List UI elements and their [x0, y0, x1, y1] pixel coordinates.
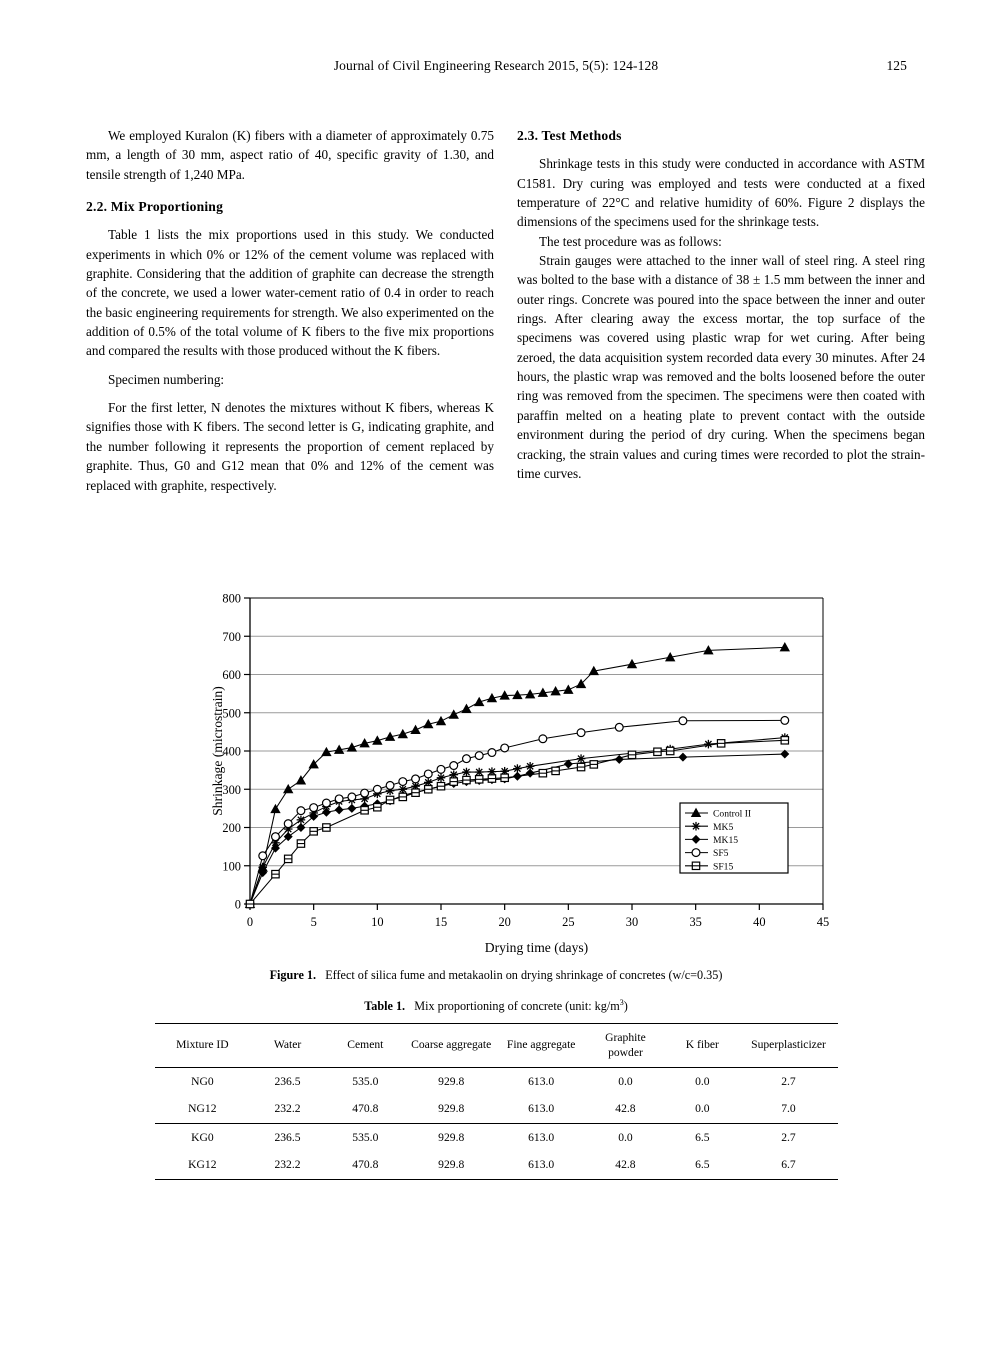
data-point-marker	[373, 785, 381, 793]
cell-mixture-id: NG0	[191, 1074, 214, 1088]
column-header-mixture-id: Mixture ID	[176, 1038, 229, 1052]
table-header	[155, 1024, 838, 1068]
legend-label: MK15	[713, 835, 739, 846]
data-point-marker	[450, 762, 458, 770]
table-caption-superscript: 3	[619, 998, 624, 1007]
y-axis-tick-label: 400	[222, 744, 241, 759]
data-point-marker	[463, 755, 471, 763]
x-axis-tick-label: 25	[562, 915, 575, 929]
data-point-marker	[272, 833, 280, 841]
legend-label: Control II	[713, 808, 752, 820]
x-axis-tick-label: 35	[689, 915, 702, 929]
table-caption-label: Table 1.	[364, 999, 406, 1014]
data-point-marker	[564, 685, 573, 693]
data-point-marker	[692, 822, 701, 831]
figure-1	[0, 585, 992, 985]
data-point-marker	[781, 717, 789, 725]
y-axis-tick-label: 500	[222, 706, 241, 721]
cell-cement: 470.8	[352, 1102, 379, 1115]
chart-legend	[680, 803, 788, 873]
cell-superplasticizer: 7.0	[781, 1102, 796, 1115]
paragraph-test-procedure-intro: The test procedure was as follows:	[539, 233, 722, 249]
data-point-marker	[526, 769, 534, 777]
data-point-marker	[501, 744, 509, 752]
cell-k-fiber: 6.5	[695, 1130, 710, 1144]
cell-graphite-powder: 0.0	[618, 1074, 633, 1088]
right-column	[517, 126, 925, 483]
heading-test-methods: 2.3. Test Methods	[517, 128, 622, 143]
x-axis-tick-label: 20	[498, 915, 511, 929]
data-point-marker	[780, 643, 789, 651]
paragraph-kuralon-fibers: We employed Kuralon (K) fibers with a diameter of approximately 0.75 mm, a length of 30 mm, aspect ratio of 40, specific gravity of 1.30, and tensile strength of 1,240 MPa.	[86, 128, 494, 182]
data-point-marker	[462, 704, 471, 712]
column-header-coarse-aggregate: Coarse aggregate	[411, 1038, 492, 1052]
x-axis-title: Drying time (days)	[484, 940, 589, 955]
shrinkage-line-chart	[0, 585, 992, 985]
cell-coarse-aggregate: 929.8	[438, 1074, 465, 1088]
figure-caption-label: Figure 1.	[269, 968, 317, 982]
cell-k-fiber: 0.0	[695, 1102, 710, 1115]
left-column	[86, 126, 494, 495]
y-axis-tick-label: 100	[222, 859, 241, 874]
cell-mixture-id: KG12	[188, 1158, 217, 1171]
data-point-marker	[679, 717, 687, 725]
data-point-marker	[436, 717, 445, 725]
data-point-marker	[297, 807, 305, 815]
cell-cement: 470.8	[352, 1158, 379, 1171]
column-header-k-fiber: K fiber	[685, 1038, 719, 1052]
cell-k-fiber: 0.0	[695, 1074, 710, 1088]
data-point-marker	[615, 723, 623, 731]
cell-graphite-powder: 0.0	[618, 1130, 633, 1144]
y-axis-tick-label: 0	[234, 897, 241, 912]
column-header-water: Water	[273, 1038, 302, 1052]
x-axis-tick-label: 30	[625, 915, 639, 929]
x-axis-tick-label: 40	[753, 915, 766, 929]
cell-coarse-aggregate: 929.8	[438, 1130, 465, 1144]
heading-mix-proportioning: 2.2. Mix Proportioning	[86, 199, 224, 215]
x-axis-tick-label: 45	[816, 915, 830, 929]
data-point-marker	[424, 770, 432, 778]
y-axis-tick-label: 800	[222, 591, 241, 606]
legend-label: MK5	[713, 821, 734, 833]
page-number: 125	[886, 58, 907, 73]
x-axis-tick-label: 5	[310, 915, 317, 929]
data-point-marker	[462, 768, 471, 777]
y-axis-tick-label: 200	[222, 821, 241, 835]
table-caption	[0, 998, 992, 1014]
journal-citation: Journal of Civil Engineering Research 2015, 5(5): 124-128	[333, 58, 659, 73]
paragraph-shrinkage-tests: Shrinkage tests in this study were conducted in accordance with ASTM C1581. Dry curing was employed and tests were conducted at a fixed temperature of 22°C and relative humidity of 60%. Figure 2 displays the dimensions of the specimens used for the shrinkage tests.	[517, 156, 925, 230]
data-point-marker	[679, 753, 687, 761]
data-point-marker	[259, 852, 267, 860]
data-point-marker	[577, 729, 585, 737]
paragraph-test-procedure-detail: Strain gauges were attached to the inner wall of steel ring. A steel ring was bolted to the base with a distance of 38 ± 1.5 mm between the inner and outer rings. Concrete was poured into the space between the inner and outer rings. After clearing away the excess mortar, the top surface of the specimens was covered using plastic wrap for wet curing. After being zeroed, the data acquisition system recorded data every 30 minutes. After 24 hours, the plastic wrap was removed and the bolts loosened before the outer ring was removed from the specimen. The specimens were then coated with paraffin melted on a heating plate to prevent contact with the outside environment during the period of dry curing. When the specimens began cracking, the strain values and curing times were recorded to plot the strain-time curves.	[517, 253, 925, 481]
x-axis-tick-label: 10	[371, 915, 384, 929]
data-point-marker	[347, 743, 356, 751]
data-point-marker	[297, 816, 306, 825]
y-axis-title: Shrinkage (microstrain)	[210, 686, 225, 816]
cell-superplasticizer: 2.7	[781, 1130, 796, 1144]
data-point-marker	[284, 820, 292, 828]
paragraph-specimen-numbering: Specimen numbering:	[108, 371, 225, 387]
cell-mixture-id: NG12	[188, 1102, 217, 1115]
data-point-marker	[704, 740, 713, 749]
table-body	[155, 1068, 838, 1180]
data-point-marker	[513, 764, 522, 773]
data-point-marker	[348, 793, 356, 801]
table-caption-tail: )	[623, 999, 628, 1014]
paragraph-naming-convention: For the first letter, N denotes the mixtures without K fibers, whereas K signifies those with K fibers. The second letter is G, indicating graphite, and the number following it represents the proportion of cement replaced by graphite. Thus, G0 and G12 mean that 0% and 12% of the cement was replaced with graphite, respectively.	[86, 400, 494, 493]
cell-graphite-powder: 42.8	[615, 1102, 636, 1115]
cell-water: 236.5	[274, 1130, 301, 1144]
data-point-marker	[437, 765, 445, 773]
x-axis-tick-label: 0	[246, 915, 254, 929]
data-point-marker	[398, 730, 407, 738]
data-point-marker	[437, 773, 446, 782]
cell-coarse-aggregate: 929.8	[438, 1102, 465, 1115]
data-point-marker	[488, 749, 496, 757]
column-header-cement: Cement	[347, 1038, 384, 1052]
cell-fine-aggregate: 613.0	[528, 1158, 555, 1171]
figure-caption-text: Effect of silica fume and metakaolin on drying shrinkage of concretes (w/c=0.35)	[325, 968, 723, 982]
y-axis-tick-label: 600	[222, 668, 241, 682]
cell-water: 232.2	[274, 1158, 301, 1171]
legend-label: SF15	[713, 861, 734, 873]
table-header-row	[155, 1024, 838, 1068]
cell-cement: 535.0	[352, 1130, 379, 1144]
column-header-superplasticizer: Superplasticizer	[751, 1038, 826, 1052]
cell-fine-aggregate: 613.0	[528, 1130, 555, 1144]
table-caption-text: Mix proportioning of concrete (unit: kg/m	[414, 999, 620, 1014]
data-point-marker	[271, 805, 280, 813]
data-point-marker	[475, 752, 483, 760]
data-point-marker	[361, 789, 369, 797]
data-point-marker	[335, 795, 343, 803]
cell-graphite-powder: 42.8	[615, 1158, 636, 1171]
data-point-marker	[323, 799, 331, 807]
table-row	[155, 1152, 838, 1180]
data-point-marker	[412, 775, 420, 783]
cell-coarse-aggregate: 929.8	[438, 1158, 465, 1171]
data-point-marker	[449, 710, 458, 718]
column-header-graphite-powder: Graphite powder	[605, 1031, 646, 1059]
cell-k-fiber: 6.5	[695, 1158, 710, 1171]
cell-mixture-id: KG0	[191, 1130, 214, 1144]
data-point-marker	[411, 725, 420, 733]
cell-fine-aggregate: 613.0	[528, 1102, 555, 1115]
cell-fine-aggregate: 613.0	[528, 1074, 555, 1088]
table-row	[155, 1096, 838, 1124]
figure-caption	[0, 968, 992, 983]
table-row	[155, 1124, 838, 1152]
data-point-marker	[335, 806, 343, 814]
cell-superplasticizer: 6.7	[781, 1158, 796, 1171]
data-point-marker	[348, 804, 356, 812]
column-header-fine-aggregate: Fine aggregate	[506, 1038, 576, 1052]
data-point-marker	[386, 782, 394, 790]
data-point-marker	[577, 754, 586, 763]
cell-superplasticizer: 2.7	[781, 1074, 796, 1088]
x-axis-tick-label: 15	[434, 915, 448, 929]
cell-cement: 535.0	[352, 1074, 379, 1088]
data-point-marker	[310, 804, 318, 812]
data-point-marker	[539, 735, 547, 743]
data-point-marker	[692, 849, 700, 857]
y-axis-tick-label: 300	[222, 782, 241, 797]
y-axis-tick-label: 700	[222, 629, 241, 644]
mix-proportioning-table	[155, 1023, 838, 1180]
paragraph-mix-proportions: Table 1 lists the mix proportions used in this study. We conducted experiments in which 0% or 12% of the cement volume was replaced with graphite. Considering that the addition of graphite can decrease the strength of the concrete, we used a lower water-cement ratio of 0.4 in order to reach the basic engineering requirements for strength. We also experimented on the addition of 0.5% of the total volume of K fibers to the five mix proportions and compared the results with those produced without the K fibers.	[86, 227, 494, 359]
table-row	[155, 1068, 838, 1096]
cell-water: 236.5	[274, 1074, 301, 1088]
legend-label: SF5	[713, 848, 729, 860]
data-point-marker	[615, 755, 623, 763]
mix-proportioning-table-wrap	[155, 1023, 838, 1180]
data-point-marker	[399, 778, 407, 786]
cell-water: 232.2	[274, 1102, 301, 1115]
